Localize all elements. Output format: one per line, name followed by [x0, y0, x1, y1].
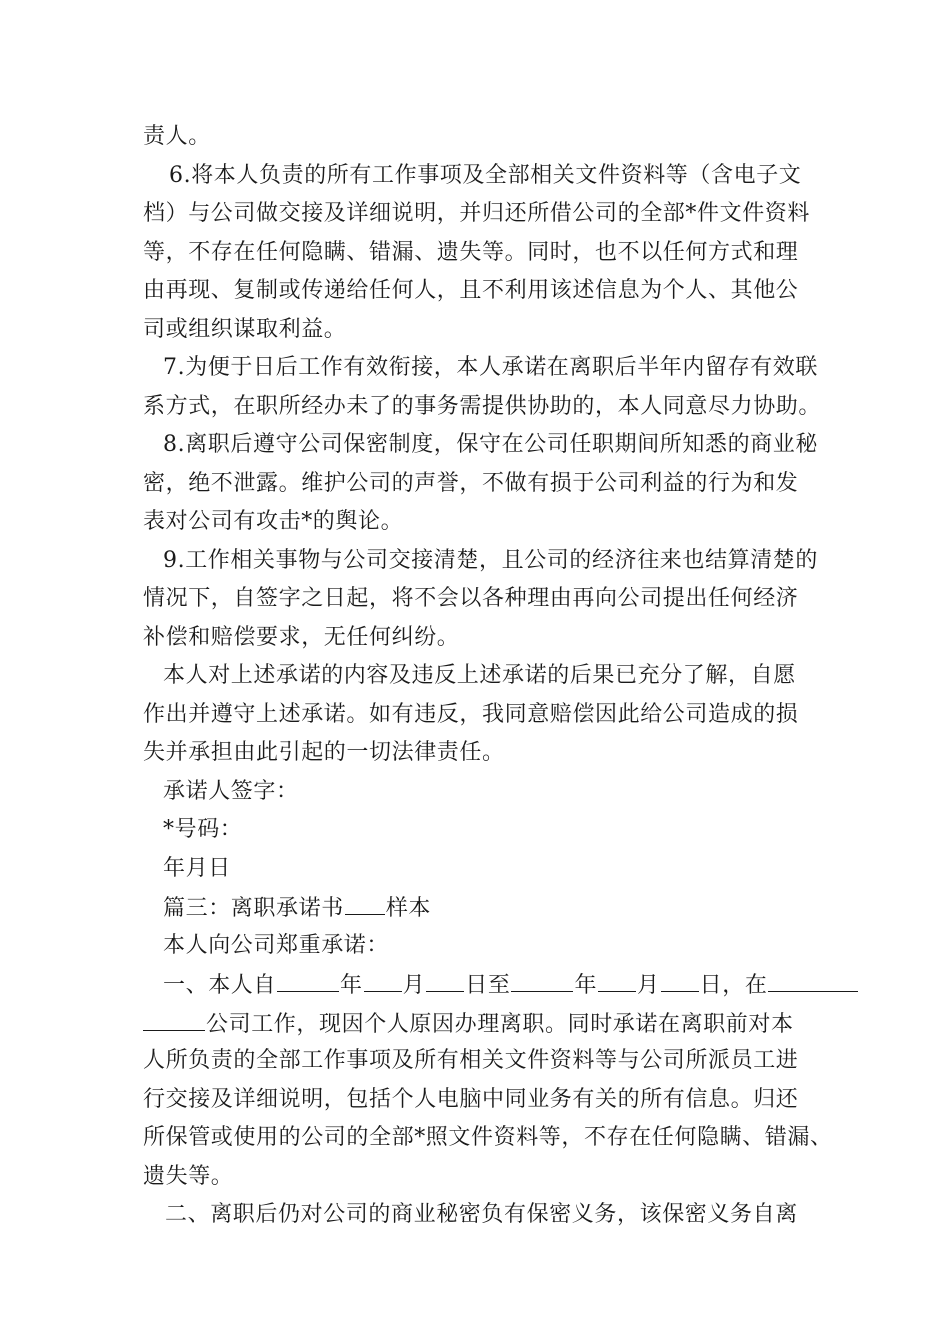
- text-line: 档）与公司做交接及详细说明，并归还所借公司的全部*件文件资料: [143, 201, 811, 226]
- text-fragment: 月: [637, 973, 660, 998]
- text-line: 由再现、复制或传递给任何人，且不利用该述信息为个人、其他公: [143, 278, 799, 303]
- text-fragment: 日至: [465, 973, 511, 998]
- document-body: [143, 118, 833, 1235]
- text-line: 人所负责的全部工作事项及所有相关文件资料等与公司所派员工进: [143, 1048, 799, 1073]
- clause-6-line: 6.将本人负责的所有工作事项及全部相关文件资料等（含电子文: [169, 162, 802, 188]
- section-heading: [143, 888, 823, 927]
- pledge-item-1-line: [143, 965, 823, 1004]
- year-blank: [277, 965, 339, 992]
- pledge-intro: 本人向公司郑重承诺：: [163, 932, 390, 958]
- text-line: [143, 1004, 823, 1043]
- id-number-label: *号码：: [163, 817, 243, 842]
- text-line: 表对公司有攻击*的舆论。: [143, 509, 404, 534]
- pledge-item-2-line: 二、离职后仍对公司的商业秘密负有保密义务，该保密义务自离: [165, 1202, 798, 1227]
- signature-label: 承诺人签字：: [163, 778, 299, 804]
- underline-blank: [345, 888, 385, 915]
- section-heading-text: 篇三：离职承诺书: [163, 896, 344, 921]
- text-line: 遗失等。: [143, 1163, 234, 1189]
- text-fragment: 公司工作，现因个人原因办理离职。同时承诺在离职前对本: [206, 1011, 794, 1037]
- text-fragment: 一、本人自: [163, 973, 277, 998]
- date-label: 年月日: [163, 855, 231, 881]
- text-fragment: 年: [574, 973, 598, 998]
- clause-9-line: 9.工作相关事物与公司交接清楚，且公司的经济往来也结算清楚的: [163, 547, 818, 573]
- clause-8-line: 8.离职后遵守公司保密制度，保守在公司任职期间所知悉的商业秘: [163, 432, 818, 457]
- text-line: 行交接及详细说明，包括个人电脑中同业务有关的所有信息。归还: [143, 1086, 799, 1112]
- text-line: 等，不存在任何隐瞒、错漏、遗失等。同时，也不以任何方式和理: [143, 239, 799, 265]
- year-blank: [511, 965, 573, 992]
- acknowledgement-line: 本人对上述承诺的内容及违反上述承诺的后果已充分了解，自愿: [163, 663, 796, 688]
- text-line: 失并承担由此引起的一切法律责任。: [143, 740, 505, 765]
- text-line: 密，绝不泄露。维护公司的声誉，不做有损于公司利益的行为和发: [143, 470, 799, 496]
- section-heading-suffix: 样本: [385, 896, 432, 921]
- text-fragment: 日，在: [699, 973, 768, 998]
- text-line: 作出并遵守上述承诺。如有违反，我同意赔偿因此给公司造成的损: [143, 701, 799, 727]
- day-blank: [426, 965, 464, 992]
- text-line: 补偿和赔偿要求，无任何纠纷。: [143, 624, 460, 650]
- month-blank: [598, 965, 636, 992]
- text-fragment: 年: [340, 973, 363, 998]
- text-line: 司或组织谋取利益。: [143, 316, 347, 342]
- month-blank: [364, 965, 402, 992]
- day-blank: [661, 965, 699, 992]
- clause-7-line: 7.为便于日后工作有效衔接，本人承诺在离职后半年内留存有效联: [163, 355, 818, 380]
- text-line: 系方式，在职所经办未了的事务需提供协助的，本人同意尽力协助。: [143, 393, 822, 419]
- company-blank: [768, 965, 858, 992]
- text-fragment: 月: [402, 973, 426, 998]
- text-line: 情况下，自签字之日起，将不会以各种理由再向公司提出任何经济: [143, 586, 799, 611]
- text-line: 责人。: [143, 124, 211, 149]
- company-blank: [143, 1004, 205, 1031]
- text-line: 所保管或使用的公司的全部*照文件资料等，不存在任何隐瞒、错漏、: [143, 1125, 833, 1150]
